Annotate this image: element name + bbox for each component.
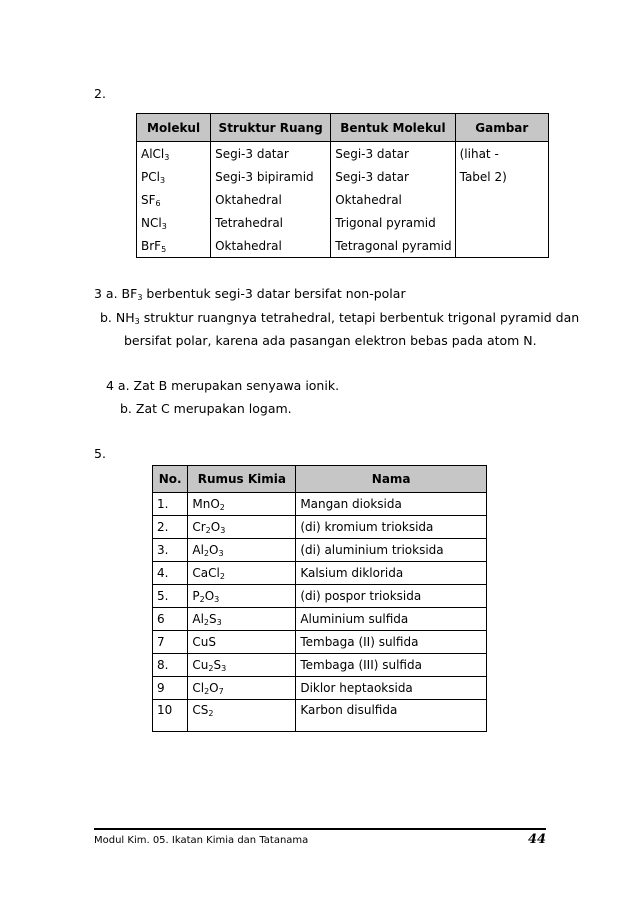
formula-subscript: 2 bbox=[203, 618, 209, 627]
cell-nama: Kalsium diklorida bbox=[296, 562, 487, 585]
molecule-shape-table bbox=[136, 113, 549, 258]
formula-subscript: 3 bbox=[218, 549, 224, 558]
cell-molekul bbox=[137, 234, 211, 258]
formula-element: O bbox=[204, 589, 215, 603]
table-row bbox=[153, 654, 487, 677]
formula-subscript: 2 bbox=[208, 709, 214, 718]
formula-element: Al bbox=[192, 612, 204, 626]
table-row bbox=[153, 562, 487, 585]
formula-element: CuS bbox=[192, 635, 216, 649]
footer-module-title: Modul Kim. 05. Ikatan Kimia dan Tatanama bbox=[94, 835, 309, 846]
molecule-subscript: 6 bbox=[155, 198, 161, 208]
cell-nama: Aluminium sulfida bbox=[296, 608, 487, 631]
formula-subscript: 3 bbox=[220, 526, 226, 535]
cell-struktur-ruang: Oktahedral bbox=[211, 188, 331, 211]
table-row bbox=[153, 700, 487, 732]
cell-struktur-ruang: Segi-3 bipiramid bbox=[211, 165, 331, 188]
cell-nama: Diklor heptaoksida bbox=[296, 677, 487, 700]
answer-3a bbox=[94, 286, 406, 301]
cell-no: 2. bbox=[153, 516, 188, 539]
formula-element: Cr bbox=[192, 520, 206, 534]
molecule-subscript: 3 bbox=[164, 152, 170, 162]
formula-subscript: 2 bbox=[204, 687, 210, 696]
formula-element: CaCl bbox=[192, 566, 220, 580]
cell-no: 10 bbox=[153, 700, 188, 732]
formula-subscript: 3 bbox=[214, 595, 220, 604]
cell-bentuk-molekul: Oktahedral bbox=[331, 188, 455, 211]
cell-struktur-ruang: Oktahedral bbox=[211, 234, 331, 258]
cell-no: 6 bbox=[153, 608, 188, 631]
header-nama: Nama bbox=[296, 466, 487, 493]
cell-rumus-kimia bbox=[188, 631, 296, 654]
cell-gambar: Tabel 2) bbox=[455, 165, 548, 188]
cell-nama: (di) pospor trioksida bbox=[296, 585, 487, 608]
table-header-row bbox=[137, 114, 549, 142]
molecule-formula: PCl bbox=[141, 169, 160, 184]
table-row bbox=[137, 234, 549, 258]
table-row bbox=[137, 142, 549, 166]
cell-nama: (di) aluminium trioksida bbox=[296, 539, 487, 562]
cell-nama: (di) kromium trioksida bbox=[296, 516, 487, 539]
cell-molekul bbox=[137, 142, 211, 166]
formula-element: Cu bbox=[192, 658, 209, 672]
formula-element: CS bbox=[192, 703, 209, 717]
formula-subscript: 2 bbox=[199, 595, 205, 604]
cell-no: 8. bbox=[153, 654, 188, 677]
cell-molekul bbox=[137, 165, 211, 188]
molecule-formula: NCl bbox=[141, 215, 162, 230]
formula-element: P bbox=[192, 589, 200, 603]
formula-element: O bbox=[210, 520, 221, 534]
formula-subscript: 2 bbox=[205, 526, 211, 535]
cell-nama: Tembaga (II) sulfida bbox=[296, 631, 487, 654]
answer-3a-sub: 3 bbox=[137, 293, 143, 302]
answer-3b-text: struktur ruangnya tetrahedral, tetapi berbentuk trigonal pyramid dan bbox=[139, 310, 580, 325]
cell-gambar bbox=[455, 188, 548, 211]
cell-rumus-kimia bbox=[188, 516, 296, 539]
cell-rumus-kimia bbox=[188, 585, 296, 608]
cell-no: 3. bbox=[153, 539, 188, 562]
cell-nama: Karbon disulfida bbox=[296, 700, 487, 732]
cell-rumus-kimia bbox=[188, 608, 296, 631]
table-row bbox=[153, 539, 487, 562]
header-molekul: Molekul bbox=[137, 114, 211, 142]
cell-gambar bbox=[455, 234, 548, 258]
formula-element: Al bbox=[192, 543, 204, 557]
section-5-number: 5. bbox=[94, 446, 106, 461]
cell-rumus-kimia bbox=[188, 562, 296, 585]
table-row bbox=[137, 211, 549, 234]
cell-no: 1. bbox=[153, 493, 188, 516]
table-row bbox=[153, 677, 487, 700]
cell-nama: Tembaga (III) sulfida bbox=[296, 654, 487, 677]
header-bentuk-molekul: Bentuk Molekul bbox=[331, 114, 455, 142]
formula-element: O bbox=[209, 681, 219, 695]
table-header-row bbox=[153, 466, 487, 493]
answer-3b-line2: bersifat polar, karena ada pasangan elektron bebas pada atom N. bbox=[124, 333, 537, 348]
table-row bbox=[137, 188, 549, 211]
answer-3a-prefix: 3 a. BF bbox=[94, 286, 138, 301]
table-row bbox=[153, 631, 487, 654]
table-row bbox=[153, 585, 487, 608]
section-2-number: 2. bbox=[94, 86, 106, 101]
header-gambar: Gambar bbox=[455, 114, 548, 142]
cell-rumus-kimia bbox=[188, 700, 296, 732]
cell-bentuk-molekul: Segi-3 datar bbox=[331, 142, 455, 166]
answer-3b-prefix: b. NH bbox=[100, 310, 135, 325]
header-no: No. bbox=[153, 466, 188, 493]
answer-3a-text: berbentuk segi-3 datar bersifat non-polar bbox=[142, 286, 406, 301]
cell-molekul bbox=[137, 188, 211, 211]
chemical-names-table bbox=[152, 465, 487, 732]
formula-subscript: 3 bbox=[221, 664, 227, 673]
cell-molekul bbox=[137, 211, 211, 234]
formula-subscript: 3 bbox=[216, 618, 222, 627]
formula-element: O bbox=[210, 497, 220, 511]
formula-subscript: 2 bbox=[203, 549, 209, 558]
answer-3b bbox=[100, 310, 579, 325]
molecule-subscript: 3 bbox=[161, 221, 167, 231]
cell-bentuk-molekul: Trigonal pyramid bbox=[331, 211, 455, 234]
cell-rumus-kimia bbox=[188, 677, 296, 700]
molecule-formula: AlCl bbox=[141, 146, 165, 161]
table-row bbox=[153, 516, 487, 539]
cell-no: 4. bbox=[153, 562, 188, 585]
footer-rule bbox=[94, 828, 546, 830]
formula-element: S bbox=[209, 612, 217, 626]
cell-struktur-ruang: Segi-3 datar bbox=[211, 142, 331, 166]
cell-no: 5. bbox=[153, 585, 188, 608]
answer-4b: b. Zat C merupakan logam. bbox=[120, 401, 292, 416]
formula-element: O bbox=[209, 543, 219, 557]
header-rumus-kimia: Rumus Kimia bbox=[188, 466, 296, 493]
formula-element: Mn bbox=[192, 497, 211, 511]
cell-rumus-kimia bbox=[188, 539, 296, 562]
cell-bentuk-molekul: Segi-3 datar bbox=[331, 165, 455, 188]
cell-struktur-ruang: Tetrahedral bbox=[211, 211, 331, 234]
header-struktur-ruang: Struktur Ruang bbox=[211, 114, 331, 142]
cell-nama: Mangan dioksida bbox=[296, 493, 487, 516]
table-row bbox=[153, 493, 487, 516]
formula-element: S bbox=[213, 658, 222, 672]
table-row bbox=[137, 165, 549, 188]
cell-gambar: (lihat - bbox=[455, 142, 548, 166]
table-row bbox=[153, 608, 487, 631]
formula-subscript: 2 bbox=[219, 503, 225, 512]
cell-rumus-kimia bbox=[188, 654, 296, 677]
formula-subscript: 7 bbox=[218, 687, 224, 696]
cell-rumus-kimia bbox=[188, 493, 296, 516]
molecule-subscript: 3 bbox=[159, 175, 166, 185]
molecule-formula: BrF bbox=[141, 238, 162, 253]
formula-subscript: 2 bbox=[208, 664, 214, 673]
formula-element: Cl bbox=[192, 681, 205, 695]
cell-bentuk-molekul: Tetragonal pyramid bbox=[331, 234, 455, 258]
cell-gambar bbox=[455, 211, 548, 234]
answer-4a: 4 a. Zat B merupakan senyawa ionik. bbox=[106, 378, 340, 393]
molecule-subscript: 5 bbox=[161, 244, 167, 254]
answer-3b-sub: 3 bbox=[134, 317, 140, 326]
cell-no: 9 bbox=[153, 677, 188, 700]
formula-subscript: 2 bbox=[219, 572, 225, 581]
molecule-formula: SF bbox=[141, 192, 156, 207]
cell-no: 7 bbox=[153, 631, 188, 654]
page-number: 44 bbox=[528, 832, 547, 847]
